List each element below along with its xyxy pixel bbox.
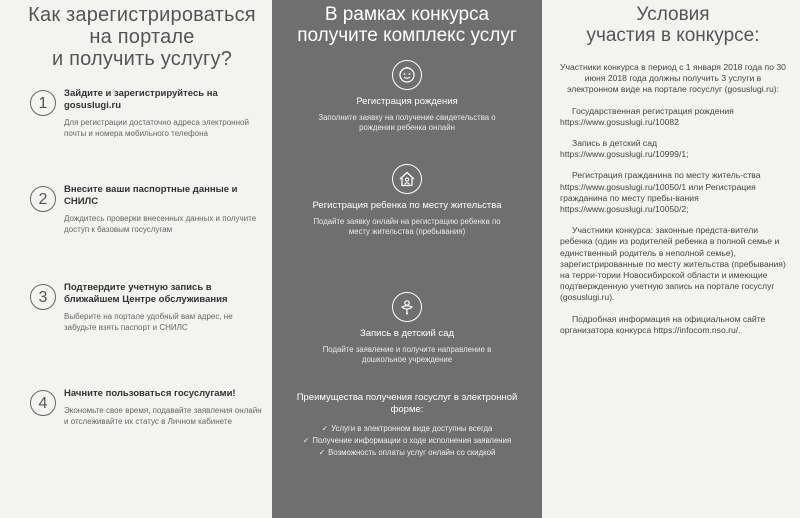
step-2: [22, 184, 262, 282]
baby-face-icon: [392, 60, 422, 90]
service-birth-registration: [284, 60, 530, 164]
checkmark-icon: ✓: [302, 436, 310, 445]
advantage-item: ✓ Получение информации о ходе исполнения заявления: [302, 436, 512, 445]
step-description: Экономьте свое время, подавайте заявления онлайн и отслеживайте их статус в Личном кабинете: [64, 406, 262, 426]
advantages-title: Преимущества получения госуслуг в электронной форме:: [296, 392, 518, 415]
services-column: [272, 0, 542, 518]
step-title: Подтвердите учетную запись в ближайшем Центре обслуживания: [64, 282, 228, 305]
participants-info: Участники конкурса: законные предста-вители ребенка (один из родителей ребенка в полной семье и единственный родитель в неполной семье), зарегистрированные по месту жительства (пребывания) на терри-тории Новосибирской области и имеющие подтвержденную учетную запись на портале госуслуг (gosuslugi.ru).: [560, 225, 786, 303]
service-title: Запись в детский сад: [360, 328, 454, 339]
pacifier-icon: [392, 292, 422, 322]
step-1: [22, 88, 262, 184]
step-3: [22, 282, 262, 388]
services-title: В рамках конкурса получите комплекс услуг: [297, 4, 517, 46]
service-description: Подайте заявление и получите направление в дошкольное учреждение: [322, 345, 492, 364]
conditions-title: Условия участия в конкурсе:: [586, 4, 760, 46]
advantage-item: ✓ Возможность оплаты услуг онлайн со скидкой: [318, 448, 496, 457]
service-title: Регистрация ребенка по месту жительства: [312, 200, 502, 211]
step-description: Дождитесь проверки внесенных данных и получите доступ к базовым госуслугам: [64, 214, 257, 234]
conditions-column: [542, 0, 800, 518]
house-child-icon: [392, 164, 422, 194]
service-description: Заполните заявку на получение свидетельства о рождении ребенка онлайн: [318, 113, 496, 132]
step-number-4: 4: [30, 390, 56, 416]
advantage-item: ✓ Услуги в электронном виде доступны всегда: [321, 424, 493, 433]
registration-column: [0, 0, 272, 518]
checkmark-icon: ✓: [321, 424, 329, 433]
service-description: Подайте заявку онлайн на регистрацию ребенка по месту жительства (пребывания): [313, 217, 501, 236]
registration-title: Как зарегистрироваться на портале и получить услугу?: [28, 4, 256, 70]
step-title: Внесите ваши паспортные данные и СНИЛС: [64, 184, 238, 207]
step-4: [22, 388, 262, 468]
condition-residence-registration: Регистрация гражданина по месту житель-ства https://www.gosuslugi.ru/10050/1 или Регистрация гражданина по месту пребы-вания https://www.gosuslugi.ru/10050/2;: [560, 170, 761, 215]
condition-kindergarten: Запись в детский сад https://www.gosuslugi.ru/10999/1;: [560, 138, 689, 160]
more-info: Подробная информация на официальном сайте организатора конкурса https://infocom.nso.ru/.: [560, 313, 766, 335]
condition-birth-registration: Государственная регистрация рождения https://www.gosuslugi.ru/10082: [560, 105, 734, 127]
checkmark-icon: ✓: [318, 448, 326, 457]
step-description: Для регистрации достаточно адреса электронной почты и номера мобильного телефона: [64, 118, 249, 138]
service-title: Регистрация рождения: [356, 96, 458, 107]
service-residence-registration: [284, 164, 530, 292]
step-description: Выберите на портале удобный вам адрес, не забудьте взять паспорт и СНИЛС: [64, 312, 233, 332]
step-number-3: 3: [30, 284, 56, 310]
conditions-intro: Участники конкурса в период с 1 января 2018 года по 30 июня 2018 года должны получить 3 услуги в электронном виде на портале госуслуг (gosuslugi.ru):: [560, 62, 786, 95]
step-title: Начните пользоваться госуслугами!: [64, 388, 236, 399]
step-number-2: 2: [30, 186, 56, 212]
service-kindergarten: [284, 292, 530, 392]
step-title: Зайдите и зарегистрируйтесь на gosuslugi.ru: [64, 88, 218, 111]
step-number-1: 1: [30, 90, 56, 116]
